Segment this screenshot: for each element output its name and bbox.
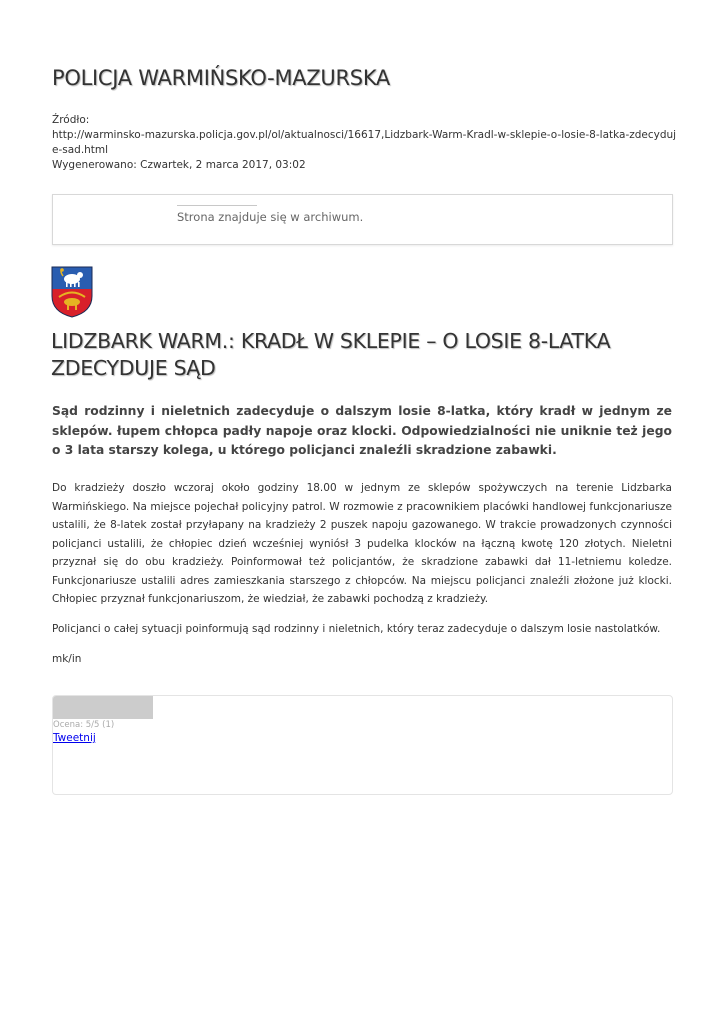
generated-date: Czwartek, 2 marca 2017, 03:02 [140,159,306,171]
page-meta [52,113,677,173]
tweet-link[interactable]: Tweetnij [53,732,96,744]
article-signature: mk/in [52,653,82,665]
article-paragraph: Policjanci o całej sytuacji poinformują sąd rodzinny i nieletnich, który teraz zadecyduje o dalszym losie nastolatków. [52,623,661,635]
coat-of-arms-lidzbark-icon [51,266,93,318]
site-title: POLICJA WARMIŃSKO-MAZURSKA [52,66,390,90]
article-body [52,479,672,680]
source-url: http://warminsko-mazurska.policja.gov.pl/ol/aktualnosci/16617,Lidzbark-Warm-Kradl-w-sklepie-o-losie-8-latka-zdecyduje-sad.html [52,129,677,156]
generated-line [52,158,677,173]
archive-notice: Strona znajduje się w archiwum. [177,210,364,224]
generated-label: Wygenerowano: [52,159,137,171]
rating-text: Ocena: 5/5 (1) [53,720,115,730]
article-paragraph: Do kradzieży doszło wczoraj około godziny 18.00 w jednym ze sklepów spożywczych na terenie Lidzbarka Warmińskiego. Na miejsce pojechał policyjny patrol. W rozmowie z pracownikiem placówki handlowej funkcjonariusze ustalili, że 8-latek został przyłapany na kradzieży 2 puszek napoju gazowanego. W trakcie prowadzonych czynności policjanci ustalili, że chłopiec dzień wcześniej wyniósł 3 pudelka klocków na łączną kwotę 120 złotych. Nieletni przyznał się do obu kradzieży. Poinformował też policjantów, że skradzione zabawki dał 11-letniemu koledze. Funkcjonariusze ustalili adres zamieszkania starszego z chłopców. Na miejscu policjanci znaleźli złożone już klocki. Chłopiec przyznał funkcjonariuszom, że wiedział, że zabawki pochodzą z kradzieży. [52,482,672,605]
article-title: LIDZBARK WARM.: KRADŁ W SKLEPIE – O LOSIE 8-LATKA ZDECYDUJE SĄD [51,329,611,380]
rating-stars-widget[interactable] [53,696,153,719]
archive-divider [177,205,257,206]
article-lead: Sąd rodzinny i nieletnich zadecyduje o dalszym losie 8-latka, który kradł w jednym ze sklepów. łupem chłopca padły napoje oraz klocki. Odpowiedzialności nie uniknie też jego o 3 lata starszy kolega, u którego policjanci znaleźli skradzione zabawki. [52,404,672,457]
source-label: Źródło: [52,114,90,126]
archive-notice-box [52,194,673,245]
rating-box [52,695,673,795]
